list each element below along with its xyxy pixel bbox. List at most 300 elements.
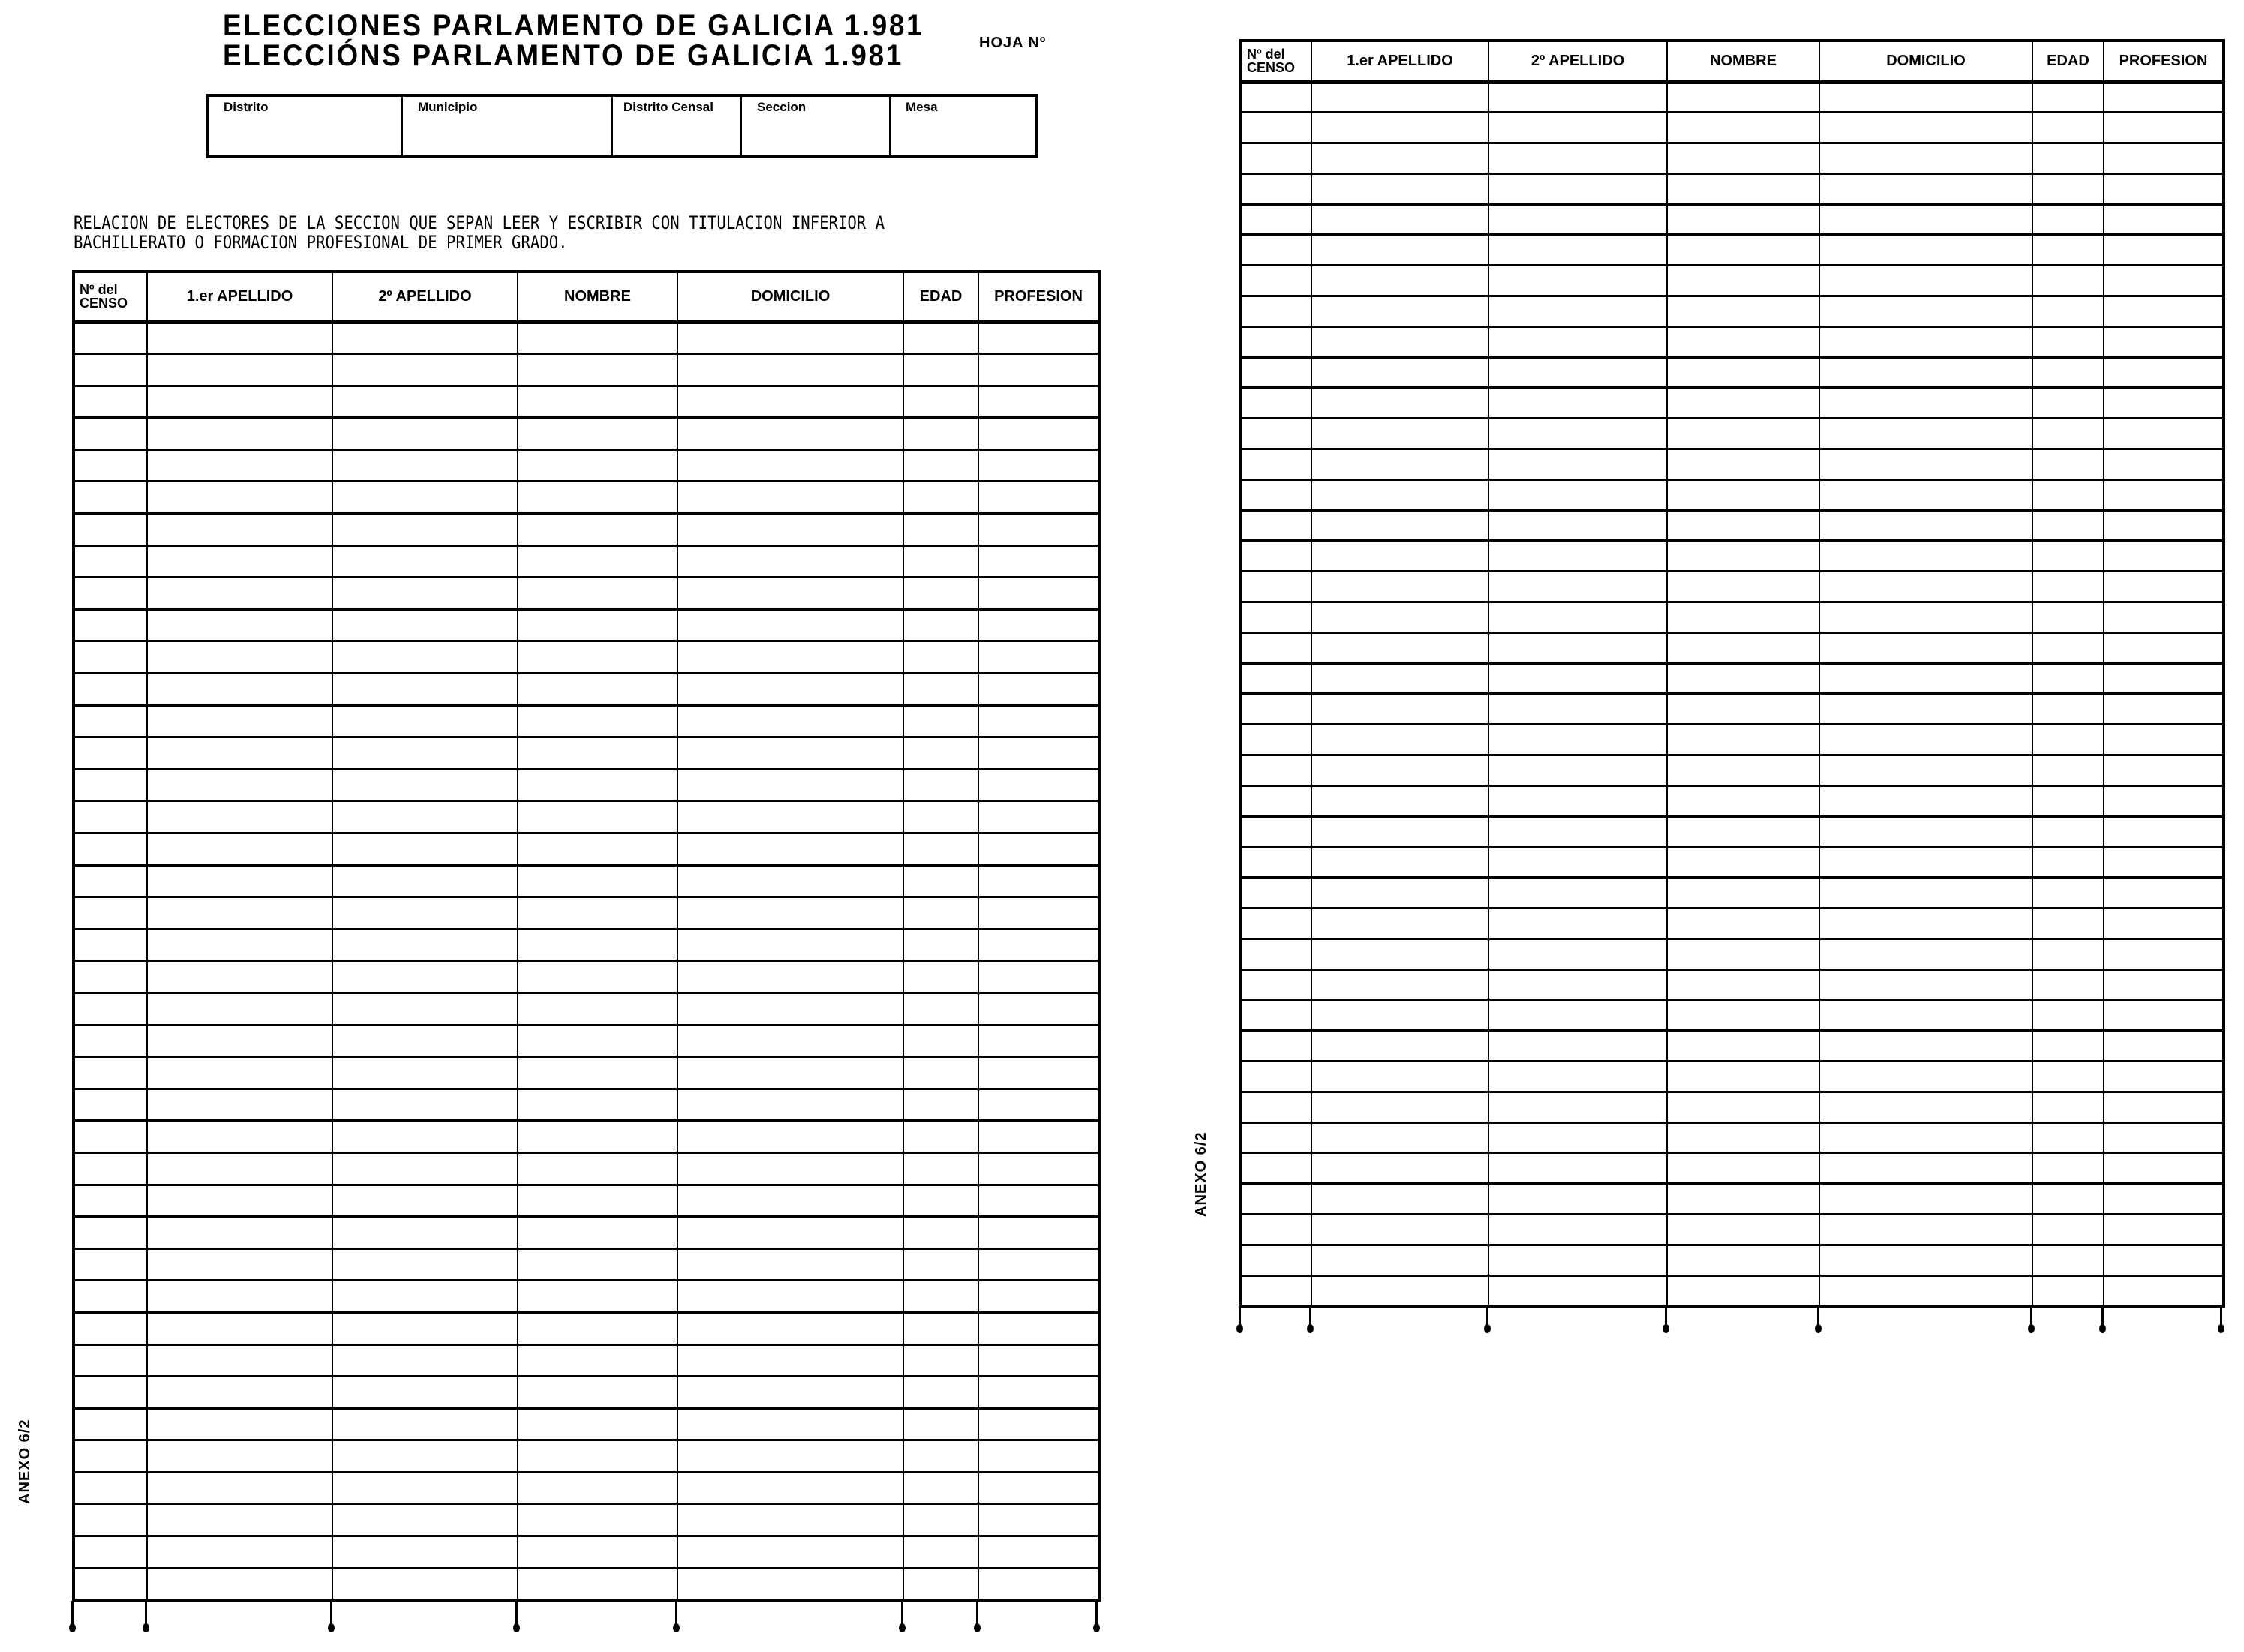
cell-nombre[interactable] <box>518 1089 677 1121</box>
cell-nombre[interactable] <box>1667 419 1819 449</box>
cell-apellido1[interactable] <box>147 514 332 546</box>
cell-censo[interactable] <box>74 1217 147 1249</box>
cell-nombre[interactable] <box>518 386 677 418</box>
cell-apellido1[interactable] <box>1311 1031 1488 1062</box>
cell-domicilio[interactable] <box>677 514 903 546</box>
cell-domicilio[interactable] <box>677 482 903 514</box>
cell-apellido2[interactable] <box>1488 143 1667 174</box>
cell-edad[interactable] <box>2032 204 2104 235</box>
cell-domicilio[interactable] <box>1819 847 2032 878</box>
cell-apellido2[interactable] <box>1488 1214 1667 1245</box>
cell-edad[interactable] <box>2032 357 2104 388</box>
cell-apellido2[interactable] <box>1488 1092 1667 1122</box>
cell-apellido2[interactable] <box>332 737 518 770</box>
cell-apellido1[interactable] <box>147 929 332 961</box>
cell-censo[interactable] <box>74 1536 147 1569</box>
cell-profesion[interactable] <box>978 1344 1099 1377</box>
cell-apellido2[interactable] <box>332 1217 518 1249</box>
cell-nombre[interactable] <box>1667 143 1819 174</box>
cell-domicilio[interactable] <box>1819 388 2032 419</box>
cell-profesion[interactable] <box>978 834 1099 866</box>
cell-censo[interactable] <box>1241 143 1311 174</box>
cell-apellido2[interactable] <box>332 1568 518 1600</box>
cell-apellido2[interactable] <box>1488 755 1667 786</box>
cell-censo[interactable] <box>1241 266 1311 296</box>
cell-profesion[interactable] <box>2104 510 2224 541</box>
cell-censo[interactable] <box>1241 357 1311 388</box>
cell-edad[interactable] <box>2032 326 2104 357</box>
cell-edad[interactable] <box>903 834 978 866</box>
cell-edad[interactable] <box>903 993 978 1025</box>
cell-apellido1[interactable] <box>1311 602 1488 633</box>
cell-nombre[interactable] <box>518 705 677 737</box>
cell-apellido2[interactable] <box>1488 816 1667 847</box>
cell-nombre[interactable] <box>1667 969 1819 1000</box>
cell-censo[interactable] <box>1241 1214 1311 1245</box>
cell-domicilio[interactable] <box>1819 939 2032 969</box>
cell-edad[interactable] <box>903 705 978 737</box>
cell-nombre[interactable] <box>1667 82 1819 113</box>
cell-domicilio[interactable] <box>1819 969 2032 1000</box>
cell-edad[interactable] <box>2032 173 2104 204</box>
cell-profesion[interactable] <box>978 1152 1099 1185</box>
cell-nombre[interactable] <box>518 865 677 897</box>
cell-apellido1[interactable] <box>1311 510 1488 541</box>
cell-profesion[interactable] <box>2104 326 2224 357</box>
cell-edad[interactable] <box>2032 694 2104 725</box>
cell-edad[interactable] <box>2032 449 2104 480</box>
cell-domicilio[interactable] <box>1819 235 2032 266</box>
cell-apellido1[interactable] <box>1311 173 1488 204</box>
cell-domicilio[interactable] <box>677 961 903 993</box>
cell-edad[interactable] <box>2032 113 2104 143</box>
cell-profesion[interactable] <box>2104 357 2224 388</box>
cell-edad[interactable] <box>2032 1031 2104 1062</box>
cell-apellido1[interactable] <box>147 1281 332 1313</box>
cell-apellido2[interactable] <box>332 1440 518 1473</box>
cell-nombre[interactable] <box>1667 602 1819 633</box>
cell-nombre[interactable] <box>1667 541 1819 572</box>
cell-apellido2[interactable] <box>332 1152 518 1185</box>
cell-nombre[interactable] <box>518 418 677 450</box>
cell-profesion[interactable] <box>2104 479 2224 510</box>
cell-censo[interactable] <box>1241 816 1311 847</box>
cell-nombre[interactable] <box>518 1121 677 1153</box>
cell-edad[interactable] <box>2032 541 2104 572</box>
cell-domicilio[interactable] <box>677 418 903 450</box>
cell-apellido2[interactable] <box>332 418 518 450</box>
cell-nombre[interactable] <box>518 961 677 993</box>
cell-domicilio[interactable] <box>1819 449 2032 480</box>
cell-apellido2[interactable] <box>1488 82 1667 113</box>
cell-apellido1[interactable] <box>1311 755 1488 786</box>
cell-profesion[interactable] <box>978 418 1099 450</box>
cell-nombre[interactable] <box>518 769 677 801</box>
cell-profesion[interactable] <box>978 641 1099 674</box>
cell-censo[interactable] <box>1241 632 1311 663</box>
cell-apellido1[interactable] <box>147 1248 332 1281</box>
cell-edad[interactable] <box>2032 755 2104 786</box>
cell-apellido2[interactable] <box>1488 694 1667 725</box>
cell-domicilio[interactable] <box>1819 419 2032 449</box>
cell-domicilio[interactable] <box>677 609 903 641</box>
cell-apellido1[interactable] <box>147 322 332 354</box>
cell-nombre[interactable] <box>1667 1031 1819 1062</box>
cell-apellido2[interactable] <box>332 1504 518 1536</box>
cell-edad[interactable] <box>2032 419 2104 449</box>
cell-apellido1[interactable] <box>1311 1214 1488 1245</box>
cell-domicilio[interactable] <box>1819 632 2032 663</box>
cell-domicilio[interactable] <box>1819 296 2032 327</box>
cell-domicilio[interactable] <box>677 1217 903 1249</box>
cell-nombre[interactable] <box>518 1281 677 1313</box>
cell-nombre[interactable] <box>518 801 677 834</box>
cell-apellido1[interactable] <box>1311 632 1488 663</box>
cell-domicilio[interactable] <box>677 1568 903 1600</box>
cell-nombre[interactable] <box>1667 113 1819 143</box>
cell-edad[interactable] <box>903 929 978 961</box>
cell-edad[interactable] <box>903 1281 978 1313</box>
cell-censo[interactable] <box>1241 1092 1311 1122</box>
cell-nombre[interactable] <box>518 354 677 386</box>
cell-apellido2[interactable] <box>332 801 518 834</box>
cell-edad[interactable] <box>2032 1214 2104 1245</box>
cell-apellido2[interactable] <box>1488 909 1667 939</box>
cell-apellido2[interactable] <box>332 1025 518 1057</box>
cell-nombre[interactable] <box>1667 479 1819 510</box>
cell-profesion[interactable] <box>2104 725 2224 755</box>
cell-edad[interactable] <box>2032 663 2104 694</box>
cell-profesion[interactable] <box>978 1408 1099 1440</box>
field-seccion[interactable]: Seccion <box>742 97 891 155</box>
cell-profesion[interactable] <box>978 1312 1099 1344</box>
cell-profesion[interactable] <box>978 545 1099 578</box>
cell-nombre[interactable] <box>1667 878 1819 909</box>
cell-profesion[interactable] <box>2104 82 2224 113</box>
cell-censo[interactable] <box>74 418 147 450</box>
cell-nombre[interactable] <box>518 1536 677 1569</box>
cell-profesion[interactable] <box>978 737 1099 770</box>
cell-apellido2[interactable] <box>332 1281 518 1313</box>
cell-nombre[interactable] <box>1667 632 1819 663</box>
cell-profesion[interactable] <box>978 1121 1099 1153</box>
cell-nombre[interactable] <box>1667 785 1819 816</box>
cell-censo[interactable] <box>1241 694 1311 725</box>
cell-domicilio[interactable] <box>677 865 903 897</box>
cell-domicilio[interactable] <box>1819 816 2032 847</box>
cell-edad[interactable] <box>2032 785 2104 816</box>
cell-profesion[interactable] <box>2104 1245 2224 1275</box>
cell-domicilio[interactable] <box>677 929 903 961</box>
cell-censo[interactable] <box>1241 969 1311 1000</box>
cell-domicilio[interactable] <box>677 1185 903 1217</box>
cell-nombre[interactable] <box>1667 1092 1819 1122</box>
cell-edad[interactable] <box>903 801 978 834</box>
cell-apellido1[interactable] <box>1311 296 1488 327</box>
cell-nombre[interactable] <box>1667 173 1819 204</box>
cell-apellido1[interactable] <box>1311 1184 1488 1215</box>
cell-nombre[interactable] <box>518 545 677 578</box>
cell-censo[interactable] <box>1241 510 1311 541</box>
cell-edad[interactable] <box>903 1504 978 1536</box>
cell-profesion[interactable] <box>978 386 1099 418</box>
cell-apellido2[interactable] <box>332 1472 518 1504</box>
cell-nombre[interactable] <box>518 1408 677 1440</box>
cell-domicilio[interactable] <box>1819 572 2032 602</box>
cell-edad[interactable] <box>2032 1245 2104 1275</box>
cell-edad[interactable] <box>903 578 978 610</box>
cell-apellido2[interactable] <box>332 1312 518 1344</box>
cell-domicilio[interactable] <box>677 354 903 386</box>
cell-nombre[interactable] <box>1667 939 1819 969</box>
cell-censo[interactable] <box>74 322 147 354</box>
cell-profesion[interactable] <box>2104 602 2224 633</box>
cell-apellido1[interactable] <box>147 897 332 930</box>
cell-apellido1[interactable] <box>147 609 332 641</box>
cell-profesion[interactable] <box>2104 143 2224 174</box>
cell-nombre[interactable] <box>1667 1275 1819 1306</box>
cell-apellido2[interactable] <box>332 929 518 961</box>
cell-profesion[interactable] <box>978 322 1099 354</box>
cell-apellido1[interactable] <box>1311 878 1488 909</box>
cell-apellido2[interactable] <box>1488 725 1667 755</box>
cell-apellido1[interactable] <box>147 1217 332 1249</box>
cell-apellido2[interactable] <box>332 1377 518 1409</box>
cell-apellido2[interactable] <box>332 482 518 514</box>
cell-domicilio[interactable] <box>1819 909 2032 939</box>
cell-apellido1[interactable] <box>1311 326 1488 357</box>
cell-apellido2[interactable] <box>1488 479 1667 510</box>
cell-domicilio[interactable] <box>1819 1000 2032 1031</box>
cell-apellido1[interactable] <box>1311 419 1488 449</box>
cell-apellido1[interactable] <box>147 1057 332 1089</box>
cell-profesion[interactable] <box>2104 1275 2224 1306</box>
cell-censo[interactable] <box>74 1025 147 1057</box>
cell-domicilio[interactable] <box>677 737 903 770</box>
cell-profesion[interactable] <box>978 1185 1099 1217</box>
field-distrito-censal[interactable]: Distrito Censal <box>613 97 742 155</box>
cell-apellido1[interactable] <box>147 578 332 610</box>
field-distrito[interactable]: Distrito <box>209 97 403 155</box>
cell-apellido1[interactable] <box>147 1312 332 1344</box>
cell-domicilio[interactable] <box>1819 725 2032 755</box>
cell-domicilio[interactable] <box>1819 82 2032 113</box>
cell-edad[interactable] <box>903 769 978 801</box>
cell-apellido2[interactable] <box>1488 1245 1667 1275</box>
cell-profesion[interactable] <box>978 1025 1099 1057</box>
cell-apellido1[interactable] <box>1311 939 1488 969</box>
cell-profesion[interactable] <box>978 1248 1099 1281</box>
cell-profesion[interactable] <box>2104 785 2224 816</box>
cell-profesion[interactable] <box>978 674 1099 706</box>
cell-edad[interactable] <box>903 1344 978 1377</box>
cell-apellido1[interactable] <box>147 641 332 674</box>
cell-apellido1[interactable] <box>1311 1092 1488 1122</box>
cell-apellido2[interactable] <box>1488 510 1667 541</box>
cell-nombre[interactable] <box>518 1057 677 1089</box>
cell-censo[interactable] <box>1241 847 1311 878</box>
cell-apellido1[interactable] <box>147 418 332 450</box>
cell-edad[interactable] <box>903 322 978 354</box>
cell-apellido2[interactable] <box>332 514 518 546</box>
cell-profesion[interactable] <box>2104 1062 2224 1092</box>
cell-domicilio[interactable] <box>1819 173 2032 204</box>
cell-censo[interactable] <box>74 1377 147 1409</box>
cell-domicilio[interactable] <box>1819 1062 2032 1092</box>
cell-nombre[interactable] <box>1667 909 1819 939</box>
cell-apellido1[interactable] <box>147 705 332 737</box>
cell-nombre[interactable] <box>518 1217 677 1249</box>
cell-nombre[interactable] <box>518 834 677 866</box>
cell-apellido2[interactable] <box>1488 449 1667 480</box>
cell-edad[interactable] <box>2032 1000 2104 1031</box>
cell-profesion[interactable] <box>2104 909 2224 939</box>
cell-profesion[interactable] <box>2104 419 2224 449</box>
cell-edad[interactable] <box>2032 878 2104 909</box>
cell-edad[interactable] <box>903 1312 978 1344</box>
cell-profesion[interactable] <box>978 865 1099 897</box>
cell-censo[interactable] <box>1241 388 1311 419</box>
cell-profesion[interactable] <box>2104 632 2224 663</box>
cell-edad[interactable] <box>2032 296 2104 327</box>
cell-domicilio[interactable] <box>677 1440 903 1473</box>
cell-profesion[interactable] <box>2104 663 2224 694</box>
cell-censo[interactable] <box>1241 449 1311 480</box>
field-municipio[interactable]: Municipio <box>403 97 613 155</box>
cell-censo[interactable] <box>1241 82 1311 113</box>
cell-nombre[interactable] <box>1667 449 1819 480</box>
cell-censo[interactable] <box>74 865 147 897</box>
cell-censo[interactable] <box>1241 1153 1311 1184</box>
cell-profesion[interactable] <box>2104 1214 2224 1245</box>
cell-profesion[interactable] <box>2104 1122 2224 1153</box>
cell-edad[interactable] <box>2032 816 2104 847</box>
cell-nombre[interactable] <box>1667 1062 1819 1092</box>
cell-apellido1[interactable] <box>1311 479 1488 510</box>
cell-profesion[interactable] <box>978 705 1099 737</box>
cell-apellido2[interactable] <box>332 578 518 610</box>
cell-apellido2[interactable] <box>1488 1153 1667 1184</box>
cell-domicilio[interactable] <box>677 386 903 418</box>
cell-apellido1[interactable] <box>1311 725 1488 755</box>
cell-censo[interactable] <box>1241 113 1311 143</box>
cell-apellido1[interactable] <box>1311 235 1488 266</box>
cell-domicilio[interactable] <box>677 1248 903 1281</box>
cell-edad[interactable] <box>2032 479 2104 510</box>
cell-domicilio[interactable] <box>1819 785 2032 816</box>
cell-apellido1[interactable] <box>147 1536 332 1569</box>
cell-edad[interactable] <box>903 354 978 386</box>
cell-apellido1[interactable] <box>1311 541 1488 572</box>
cell-domicilio[interactable] <box>677 322 903 354</box>
cell-edad[interactable] <box>903 674 978 706</box>
cell-domicilio[interactable] <box>1819 1122 2032 1153</box>
cell-censo[interactable] <box>74 769 147 801</box>
cell-domicilio[interactable] <box>677 1089 903 1121</box>
cell-domicilio[interactable] <box>1819 113 2032 143</box>
cell-censo[interactable] <box>1241 173 1311 204</box>
cell-censo[interactable] <box>74 993 147 1025</box>
cell-domicilio[interactable] <box>1819 143 2032 174</box>
cell-edad[interactable] <box>2032 602 2104 633</box>
cell-censo[interactable] <box>74 1344 147 1377</box>
cell-edad[interactable] <box>2032 572 2104 602</box>
cell-profesion[interactable] <box>2104 572 2224 602</box>
cell-profesion[interactable] <box>2104 939 2224 969</box>
cell-apellido2[interactable] <box>1488 326 1667 357</box>
cell-domicilio[interactable] <box>677 674 903 706</box>
cell-edad[interactable] <box>2032 388 2104 419</box>
cell-profesion[interactable] <box>978 1568 1099 1600</box>
cell-apellido2[interactable] <box>332 1408 518 1440</box>
cell-apellido1[interactable] <box>1311 785 1488 816</box>
cell-apellido2[interactable] <box>332 1089 518 1121</box>
cell-domicilio[interactable] <box>1819 1153 2032 1184</box>
cell-apellido2[interactable] <box>332 993 518 1025</box>
cell-censo[interactable] <box>74 514 147 546</box>
cell-domicilio[interactable] <box>677 1472 903 1504</box>
cell-nombre[interactable] <box>1667 1184 1819 1215</box>
cell-censo[interactable] <box>74 897 147 930</box>
cell-apellido1[interactable] <box>1311 909 1488 939</box>
cell-domicilio[interactable] <box>1819 479 2032 510</box>
cell-censo[interactable] <box>1241 725 1311 755</box>
cell-censo[interactable] <box>74 578 147 610</box>
cell-apellido1[interactable] <box>147 737 332 770</box>
cell-apellido2[interactable] <box>1488 388 1667 419</box>
cell-censo[interactable] <box>74 961 147 993</box>
cell-apellido2[interactable] <box>332 609 518 641</box>
cell-apellido2[interactable] <box>332 865 518 897</box>
cell-apellido2[interactable] <box>1488 204 1667 235</box>
cell-profesion[interactable] <box>2104 1000 2224 1031</box>
cell-censo[interactable] <box>1241 1184 1311 1215</box>
cell-domicilio[interactable] <box>1819 1031 2032 1062</box>
cell-nombre[interactable] <box>518 482 677 514</box>
cell-profesion[interactable] <box>2104 449 2224 480</box>
cell-censo[interactable] <box>1241 204 1311 235</box>
cell-nombre[interactable] <box>518 641 677 674</box>
cell-censo[interactable] <box>1241 663 1311 694</box>
cell-nombre[interactable] <box>518 929 677 961</box>
cell-domicilio[interactable] <box>1819 1092 2032 1122</box>
cell-domicilio[interactable] <box>677 1121 903 1153</box>
cell-nombre[interactable] <box>518 674 677 706</box>
cell-censo[interactable] <box>74 545 147 578</box>
cell-apellido2[interactable] <box>332 1248 518 1281</box>
cell-nombre[interactable] <box>1667 326 1819 357</box>
cell-nombre[interactable] <box>518 993 677 1025</box>
cell-domicilio[interactable] <box>1819 266 2032 296</box>
cell-domicilio[interactable] <box>677 641 903 674</box>
cell-apellido2[interactable] <box>332 769 518 801</box>
cell-apellido2[interactable] <box>1488 969 1667 1000</box>
cell-domicilio[interactable] <box>677 578 903 610</box>
cell-domicilio[interactable] <box>677 1536 903 1569</box>
cell-nombre[interactable] <box>518 1185 677 1217</box>
cell-censo[interactable] <box>1241 939 1311 969</box>
cell-censo[interactable] <box>74 1312 147 1344</box>
cell-profesion[interactable] <box>2104 173 2224 204</box>
cell-domicilio[interactable] <box>1819 510 2032 541</box>
cell-edad[interactable] <box>2032 909 2104 939</box>
cell-apellido2[interactable] <box>332 545 518 578</box>
cell-apellido2[interactable] <box>1488 939 1667 969</box>
cell-edad[interactable] <box>903 865 978 897</box>
cell-nombre[interactable] <box>1667 510 1819 541</box>
cell-nombre[interactable] <box>518 1472 677 1504</box>
cell-edad[interactable] <box>903 641 978 674</box>
